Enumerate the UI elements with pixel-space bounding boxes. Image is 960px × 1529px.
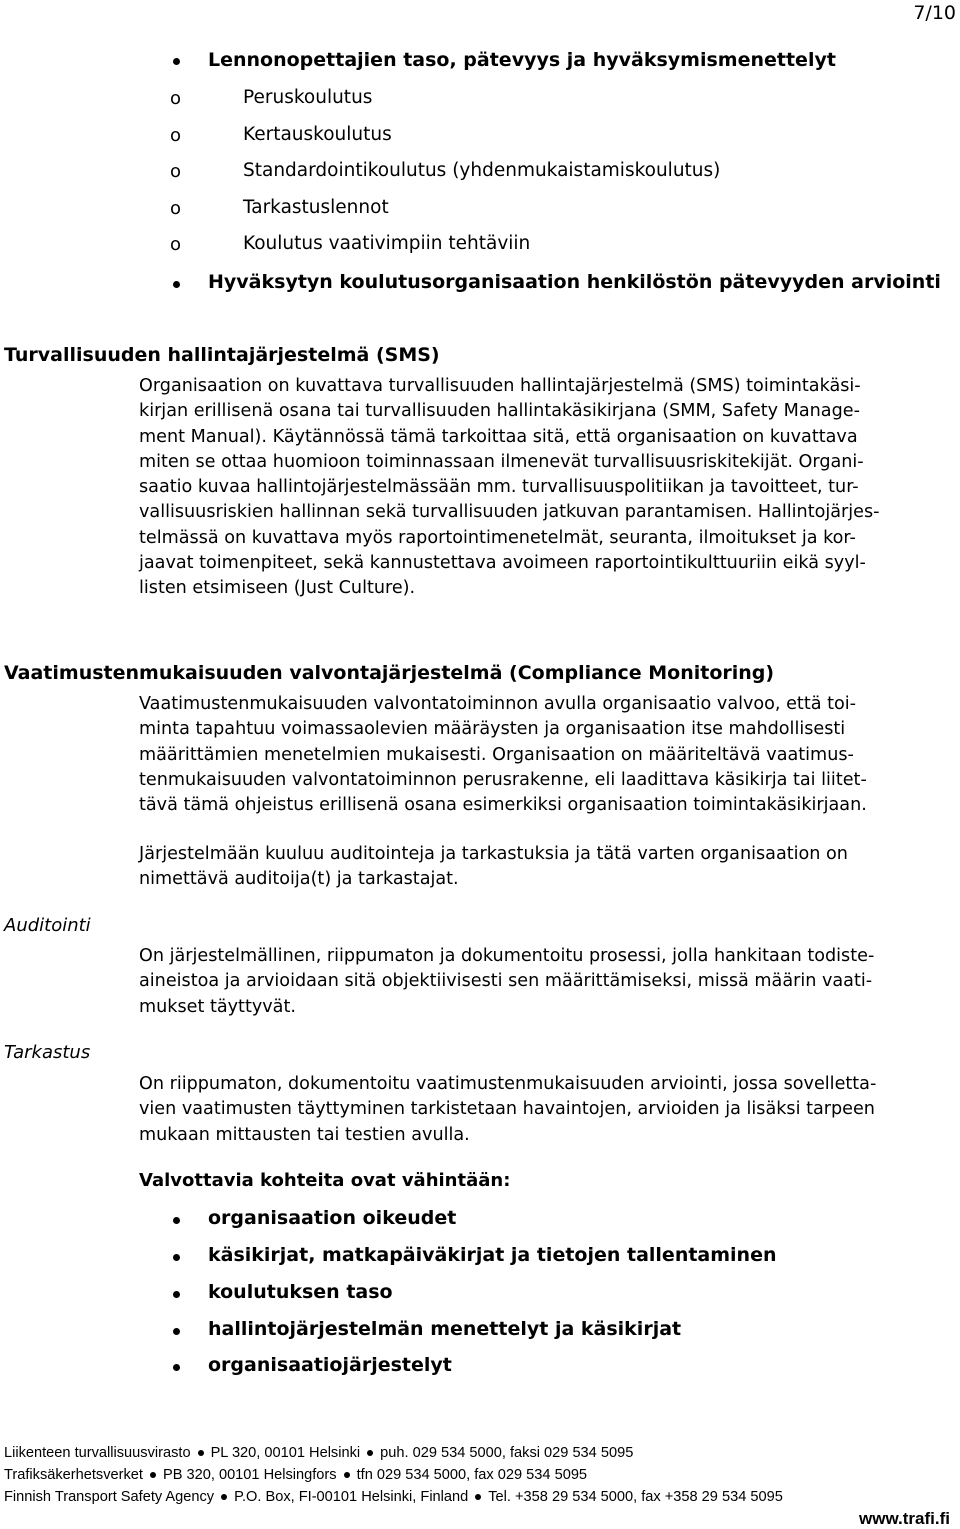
footer-line-en bbox=[4, 1489, 783, 1505]
text-line: miten se ottaa huomioon toiminnassaan ilmenevät turvallisuusriskitekijät. Organi- bbox=[139, 451, 864, 472]
bullet-separator bbox=[344, 1472, 350, 1478]
text-line: On järjestelmällinen, riippumaton ja dokumentoitu prosessi, jolla hankitaan todiste- bbox=[139, 946, 875, 966]
page-number: 7/10 bbox=[913, 2, 956, 24]
footer-text: tfn 029 534 5000, fax 029 534 5095 bbox=[356, 1467, 588, 1483]
target-item: koulutuksen taso bbox=[208, 1281, 393, 1303]
text-line: Organisaation on kuvattava turvallisuuden hallintajärjestelmä (SMS) toimintakäsi- bbox=[139, 376, 861, 396]
bullet-separator bbox=[198, 1450, 204, 1456]
target-item: käsikirjat, matkapäiväkirjat ja tietojen tallentaminen bbox=[208, 1244, 777, 1266]
text-line: Vaatimustenmukaisuuden valvontatoiminnon avulla organisaatio valvoo, että toi- bbox=[139, 694, 857, 714]
bullet-separator bbox=[367, 1450, 373, 1456]
text-line: jaavat toimenpiteet, sekä kannustettava avoimeen raportointikulttuuriin eikä syyl- bbox=[139, 553, 866, 574]
text-line: minta tapahtuu voimassaolevien määräysten ja organisaation itse mahdollisesti bbox=[139, 719, 846, 740]
bullet-dot bbox=[173, 1291, 180, 1298]
target-item: hallintojärjestelmän menettelyt ja käsikirjat bbox=[208, 1318, 682, 1340]
tarkastus-paragraph bbox=[139, 1072, 957, 1148]
sub-marker: o bbox=[170, 88, 182, 109]
sub-item: Peruskoulutus bbox=[243, 87, 373, 108]
text-line: aineistoa ja arvioidaan sitä objektiivisesti sen määrittämiseksi, missä määrin vaati- bbox=[139, 971, 873, 992]
side-label-tarkastus: Tarkastus bbox=[4, 1042, 91, 1063]
footer-text: puh. 029 534 5000, faksi 029 534 5095 bbox=[380, 1445, 634, 1461]
list-heading-staff: Hyväksytyn koulutusorganisaation henkilöstön pätevyyden arviointi bbox=[208, 271, 941, 293]
text-line: vien vaatimusten täyttyminen tarkistetaan havaintojen, arvioiden ja lisäksi tarpeen bbox=[139, 1099, 875, 1120]
text-line: vallisuusriskien hallinnan sekä turvallisuuden jatkuvan parantamisen. Hallintojärjes- bbox=[139, 502, 880, 523]
compliance-paragraph bbox=[139, 692, 957, 818]
text-line: saatio kuvaa hallintojärjestelmässään mm. turvallisuuspolitiikan ja tavoitteet, tur- bbox=[139, 477, 859, 498]
footer-text: Finnish Transport Safety Agency bbox=[4, 1489, 215, 1505]
sub-marker: o bbox=[170, 161, 182, 182]
text-line: ment Manual). Käytännössä tämä tarkoittaa sitä, että organisaation on kuvattava bbox=[139, 426, 858, 447]
sub-item: Standardointikoulutus (yhdenmukaistamiskoulutus) bbox=[243, 160, 721, 181]
bullet-dot bbox=[173, 1364, 180, 1371]
website-link[interactable]: www.trafi.fi bbox=[859, 1509, 950, 1528]
footer-line-sv bbox=[4, 1467, 587, 1483]
text-line: tenmukaisuuden valvontatoiminnon perusrakenne, eli laadittava käsikirja tai liitet- bbox=[139, 769, 867, 790]
text-line: kirjan erillisenä osana tai turvallisuuden hallintakäsikirjana (SMM, Safety Manage- bbox=[139, 401, 860, 422]
bullet-separator bbox=[475, 1494, 481, 1500]
text-line: mukaan mittausten tai testien avulla. bbox=[139, 1124, 470, 1145]
bullet-dot bbox=[173, 1254, 180, 1261]
list-heading-instructors: Lennonopettajien taso, pätevyys ja hyväksymismenettelyt bbox=[208, 49, 836, 71]
sub-item: Koulutus vaativimpiin tehtäviin bbox=[243, 233, 531, 254]
bullet-separator bbox=[150, 1472, 156, 1478]
text-line: Järjestelmään kuuluu auditointeja ja tarkastuksia ja tätä varten organisaation on bbox=[139, 844, 848, 864]
sub-marker: o bbox=[170, 234, 182, 255]
footer-text: P.O. Box, FI-00101 Helsinki, Finland bbox=[234, 1489, 469, 1505]
text-line: tävä tämä ohjeistus erillisenä osana esimerkiksi organisaation toimintakäsikirjaan. bbox=[139, 795, 867, 816]
section-heading-compliance: Vaatimustenmukaisuuden valvontajärjestelmä (Compliance Monitoring) bbox=[4, 662, 775, 684]
text-line: määrittämien menetelmien mukaisesti. Organisaation on määriteltävä vaatimus- bbox=[139, 744, 854, 765]
section-heading-sms: Turvallisuuden hallintajärjestelmä (SMS) bbox=[4, 344, 440, 366]
sub-item: Tarkastuslennot bbox=[243, 197, 389, 218]
text-line: mukset täyttyvät. bbox=[139, 996, 296, 1017]
footer-text: PL 320, 00101 Helsinki bbox=[210, 1445, 361, 1461]
sub-marker: o bbox=[170, 198, 182, 219]
side-label-auditointi: Auditointi bbox=[4, 915, 91, 936]
target-item: organisaatiojärjestelyt bbox=[208, 1354, 452, 1376]
auditointi-paragraph bbox=[139, 944, 957, 1020]
target-item: organisaation oikeudet bbox=[208, 1207, 457, 1229]
bullet-dot bbox=[173, 1217, 180, 1224]
footer-text: Tel. +358 29 534 5000, fax +358 29 534 5095 bbox=[488, 1489, 783, 1505]
targets-heading: Valvottavia kohteita ovat vähintään: bbox=[139, 1170, 511, 1191]
sms-paragraph bbox=[139, 374, 957, 602]
bullet-dot bbox=[173, 1328, 180, 1335]
bullet-separator bbox=[221, 1494, 227, 1500]
text-line: telmässä on kuvattava myös raportointimenetelmät, seuranta, ilmoitukset ja kor- bbox=[139, 527, 856, 548]
text-line: listen etsimiseen (Just Culture). bbox=[139, 578, 416, 599]
bullet-dot bbox=[173, 58, 180, 65]
bullet-dot bbox=[173, 281, 180, 288]
sub-marker: o bbox=[170, 125, 182, 146]
sub-item: Kertauskoulutus bbox=[243, 124, 392, 145]
text-line: On riippumaton, dokumentoitu vaatimustenmukaisuuden arviointi, jossa sovelletta- bbox=[139, 1074, 877, 1094]
auditor-paragraph bbox=[139, 842, 957, 893]
text-line: nimettävä auditoija(t) ja tarkastajat. bbox=[139, 869, 459, 890]
footer-text: PB 320, 00101 Helsingfors bbox=[162, 1467, 337, 1483]
footer-text: Liikenteen turvallisuusvirasto bbox=[4, 1445, 191, 1461]
footer-line-fi bbox=[4, 1445, 633, 1461]
footer-text: Trafiksäkerhetsverket bbox=[4, 1467, 143, 1483]
